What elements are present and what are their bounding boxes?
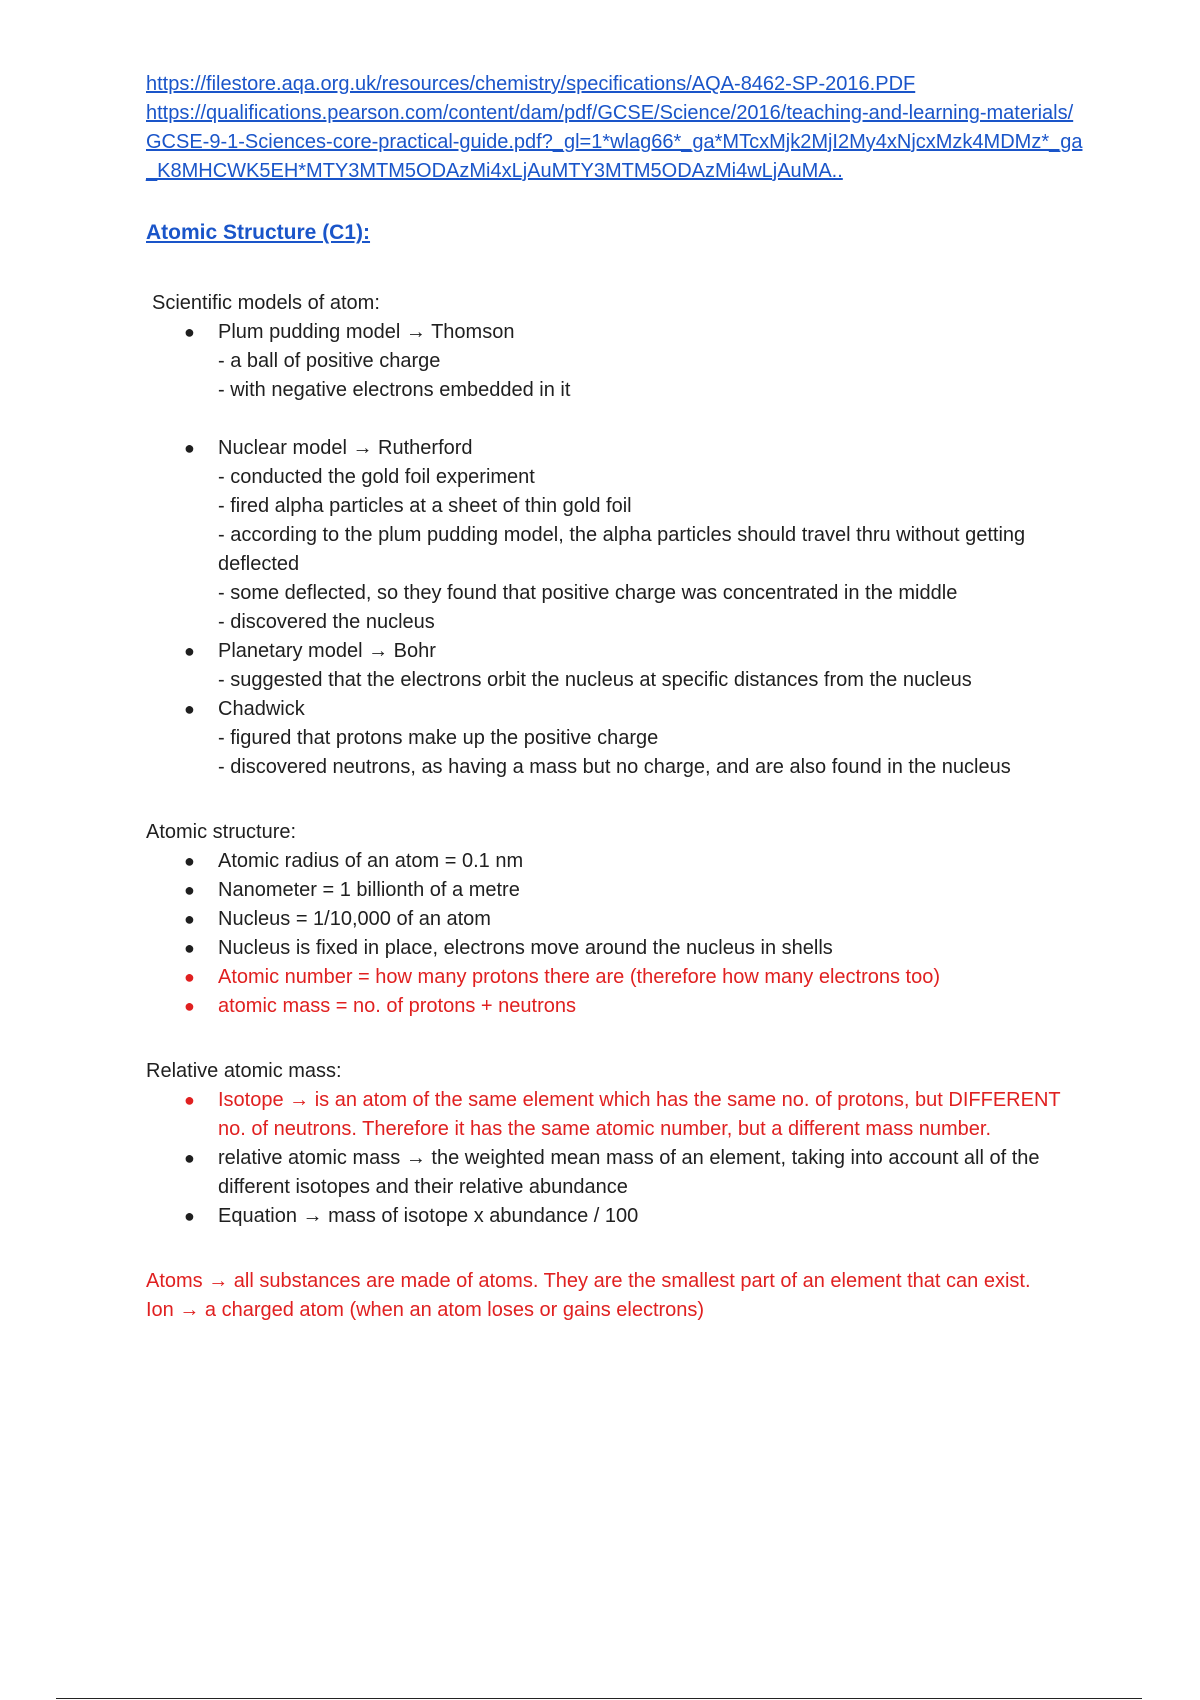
model-detail: - conducted the gold foil experiment	[218, 466, 535, 488]
list-item	[146, 1202, 1086, 1231]
bullet-icon: ●	[184, 996, 195, 1016]
model-detail: - figured that protons make up the positive charge	[218, 727, 659, 749]
model-label: Chadwick	[218, 698, 305, 720]
model-detail: - fired alpha particles at a sheet of thin gold foil	[218, 495, 632, 517]
definitions-block	[146, 1267, 1086, 1325]
relative-mass-title: Relative atomic mass:	[146, 1060, 342, 1082]
model-detail: - according to the plum pudding model, the alpha particles should travel thru without getting deflected	[218, 524, 1026, 575]
fact-text: Nucleus is fixed in place, electrons move around the nucleus in shells	[218, 937, 833, 959]
bullet-icon: ●	[184, 1090, 195, 1110]
fact-text: Nanometer = 1 billionth of a metre	[218, 879, 520, 901]
bullet-icon: ●	[184, 322, 195, 342]
models-title: Scientific models of atom:	[152, 292, 380, 314]
fact-text: Atomic radius of an atom = 0.1 nm	[218, 850, 524, 872]
list-item	[146, 434, 1086, 637]
model-detail: - discovered neutrons, as having a mass but no charge, and are also found in the nucleus	[218, 756, 1011, 778]
atoms-definition: Atoms → all substances are made of atoms. They are the smallest part of an element that can exist.	[146, 1270, 1031, 1292]
model-detail: - a ball of positive charge	[218, 350, 441, 372]
model-detail: - suggested that the electrons orbit the nucleus at specific distances from the nucleus	[218, 669, 972, 691]
pearson-guide-link[interactable]: https://qualifications.pearson.com/content/dam/pdf/GCSE/Science/2016/teaching-and-learning-materials/GCSE-9-1-Sciences-core-practical-guide.pdf?_gl=1*wlag66*_ga*MTcxMjk2MjI2My4xNjcxMzk4MDMz*_ga_K8MHCWK5EH*MTY3MTM5ODAzMi4xLjAuMTY3MTM5ODAzMi4wLjAuMA..	[146, 102, 1083, 182]
list-item	[146, 1086, 1086, 1144]
fact-text: Isotope → is an atom of the same element which has the same no. of protons, but DIFFERENT no. of neutrons. Therefore it has the same atomic number, but a different mass number.	[218, 1089, 1061, 1140]
list-item	[146, 934, 1086, 963]
list-item	[146, 905, 1086, 934]
ion-definition: Ion → a charged atom (when an atom loses or gains electrons)	[146, 1299, 705, 1321]
bullet-icon: ●	[184, 1206, 195, 1226]
models-list	[146, 318, 1086, 782]
bullet-icon: ●	[184, 880, 195, 900]
aqa-spec-link[interactable]: https://filestore.aqa.org.uk/resources/chemistry/specifications/AQA-8462-SP-2016.PDF	[146, 73, 916, 95]
model-detail: - with negative electrons embedded in it	[218, 379, 571, 401]
list-item	[146, 847, 1086, 876]
fact-text: Atomic number = how many protons there are (therefore how many electrons too)	[218, 966, 941, 988]
bullet-icon: ●	[184, 1148, 195, 1168]
fact-text: atomic mass = no. of protons + neutrons	[218, 995, 576, 1017]
list-item	[146, 876, 1086, 905]
fact-text: relative atomic mass → the weighted mean mass of an element, taking into account all of the different isotopes and their relative abundance	[218, 1147, 1040, 1198]
model-label: Plum pudding model → Thomson	[218, 321, 515, 343]
list-item	[146, 318, 1086, 405]
model-label: Planetary model → Bohr	[218, 640, 436, 662]
page-divider	[56, 1698, 1142, 1699]
section-heading: Atomic Structure (C1):	[146, 221, 371, 244]
model-detail: - discovered the nucleus	[218, 611, 435, 633]
list-item	[146, 637, 1086, 695]
atomic-structure-title: Atomic structure:	[146, 821, 297, 843]
list-item	[146, 1144, 1086, 1202]
document-page	[146, 70, 1086, 1325]
list-item	[146, 695, 1086, 782]
bullet-icon: ●	[184, 438, 195, 458]
fact-text: Nucleus = 1/10,000 of an atom	[218, 908, 491, 930]
list-item	[146, 963, 1086, 992]
model-label: Nuclear model → Rutherford	[218, 437, 473, 459]
bullet-icon: ●	[184, 967, 195, 987]
relative-mass-list	[146, 1086, 1086, 1231]
bullet-icon: ●	[184, 909, 195, 929]
list-item	[146, 992, 1086, 1021]
bullet-icon: ●	[184, 699, 195, 719]
atomic-structure-list	[146, 847, 1086, 1021]
reference-links	[146, 70, 1086, 186]
model-detail: - some deflected, so they found that positive charge was concentrated in the middle	[218, 582, 958, 604]
fact-text: Equation → mass of isotope x abundance / 100	[218, 1205, 639, 1227]
bullet-icon: ●	[184, 851, 195, 871]
bullet-icon: ●	[184, 938, 195, 958]
bullet-icon: ●	[184, 641, 195, 661]
